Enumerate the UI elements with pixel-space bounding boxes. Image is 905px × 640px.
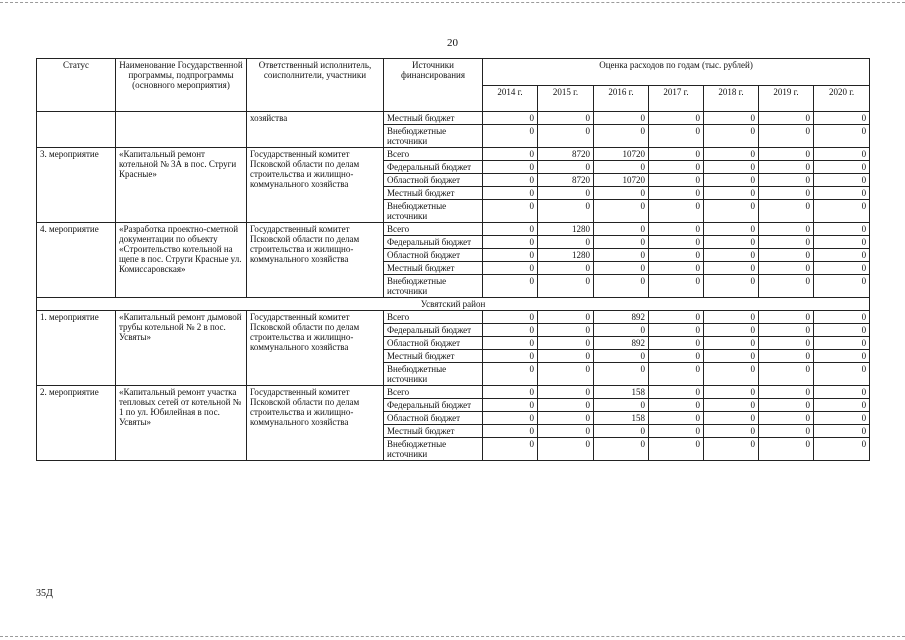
value-cell: 0: [594, 187, 649, 200]
value-cell: 0: [538, 438, 594, 461]
value-cell: 1280: [538, 223, 594, 236]
value-cell: 0: [814, 161, 870, 174]
value-cell: 0: [704, 399, 759, 412]
executor-cell: Государственный комитет Псковской области по делам строительства и жилищно-коммунального хозяйства: [247, 223, 384, 298]
status-cell: [37, 112, 116, 148]
value-cell: 0: [704, 350, 759, 363]
header-year: 2016 г.: [594, 85, 649, 112]
value-cell: 0: [594, 161, 649, 174]
value-cell: 0: [704, 425, 759, 438]
value-cell: 0: [814, 275, 870, 298]
value-cell: 0: [538, 337, 594, 350]
value-cell: 0: [814, 386, 870, 399]
value-cell: 0: [483, 236, 538, 249]
value-cell: 0: [814, 174, 870, 187]
value-cell: 0: [704, 236, 759, 249]
value-cell: 0: [649, 324, 704, 337]
value-cell: 0: [704, 324, 759, 337]
value-cell: 0: [814, 412, 870, 425]
value-cell: 0: [649, 200, 704, 223]
status-cell: 1. мероприятие: [37, 311, 116, 386]
value-cell: 0: [594, 399, 649, 412]
value-cell: 0: [814, 187, 870, 200]
value-cell: 0: [483, 350, 538, 363]
source-cell: Федеральный бюджет: [384, 236, 483, 249]
value-cell: 0: [814, 324, 870, 337]
source-cell: Областной бюджет: [384, 412, 483, 425]
value-cell: 0: [759, 148, 814, 161]
value-cell: 0: [814, 200, 870, 223]
region-label: Усвятский район: [37, 298, 870, 311]
value-cell: 0: [649, 350, 704, 363]
program-cell: «Капитальный ремонт дымовой трубы котельной № 2 в пос. Усвяты»: [116, 311, 247, 386]
value-cell: 0: [814, 311, 870, 324]
value-cell: 0: [759, 386, 814, 399]
value-cell: 0: [759, 249, 814, 262]
value-cell: 0: [704, 412, 759, 425]
executor-cell: Государственный комитет Псковской области по делам строительства и жилищно-коммунального хозяйства: [247, 148, 384, 223]
value-cell: 0: [483, 200, 538, 223]
value-cell: 0: [483, 125, 538, 148]
value-cell: 0: [594, 125, 649, 148]
value-cell: 0: [759, 187, 814, 200]
value-cell: 0: [649, 262, 704, 275]
value-cell: 0: [538, 161, 594, 174]
value-cell: 0: [538, 275, 594, 298]
value-cell: 0: [759, 311, 814, 324]
header-estimate: Оценка расходов по годам (тыс. рублей): [483, 59, 870, 86]
value-cell: 0: [538, 425, 594, 438]
source-cell: Внебюджетные источники: [384, 363, 483, 386]
status-cell: 4. мероприятие: [37, 223, 116, 298]
value-cell: 0: [538, 311, 594, 324]
value-cell: 0: [704, 249, 759, 262]
value-cell: 0: [594, 200, 649, 223]
value-cell: 0: [594, 275, 649, 298]
status-cell: 2. мероприятие: [37, 386, 116, 461]
source-cell: Всего: [384, 148, 483, 161]
status-cell: 3. мероприятие: [37, 148, 116, 223]
value-cell: 0: [759, 125, 814, 148]
value-cell: 0: [483, 275, 538, 298]
value-cell: 0: [704, 161, 759, 174]
source-cell: Местный бюджет: [384, 262, 483, 275]
program-cell: «Капитальный ремонт участка тепловых сетей от котельной № 1 по ул. Юбилейная в пос. Усвяты»: [116, 386, 247, 461]
value-cell: 0: [649, 438, 704, 461]
value-cell: 0: [649, 399, 704, 412]
value-cell: 0: [483, 438, 538, 461]
value-cell: 0: [649, 412, 704, 425]
value-cell: 0: [649, 174, 704, 187]
header-year: 2019 г.: [759, 85, 814, 112]
region-row: [37, 298, 870, 311]
value-cell: 0: [483, 386, 538, 399]
value-cell: 0: [704, 187, 759, 200]
footer-code: 35Д: [36, 588, 53, 599]
header-program: Наименование Государственной программы, подпрограммы (основного мероприятия): [116, 59, 247, 112]
value-cell: 892: [594, 311, 649, 324]
budget-table: [36, 58, 870, 461]
value-cell: 0: [649, 148, 704, 161]
value-cell: 0: [814, 236, 870, 249]
value-cell: 0: [483, 112, 538, 125]
value-cell: 0: [594, 223, 649, 236]
source-cell: Местный бюджет: [384, 187, 483, 200]
program-cell: [116, 112, 247, 148]
scan-edge-top: [0, 2, 905, 3]
table-row: [37, 386, 870, 399]
header-row: [37, 59, 870, 86]
value-cell: 0: [759, 236, 814, 249]
header-year: 2020 г.: [814, 85, 870, 112]
value-cell: 0: [649, 386, 704, 399]
source-cell: Всего: [384, 311, 483, 324]
value-cell: 0: [759, 174, 814, 187]
value-cell: 0: [538, 112, 594, 125]
value-cell: 0: [814, 262, 870, 275]
value-cell: 0: [649, 275, 704, 298]
value-cell: 0: [594, 350, 649, 363]
value-cell: 0: [814, 425, 870, 438]
source-cell: Всего: [384, 386, 483, 399]
value-cell: 0: [704, 438, 759, 461]
value-cell: 0: [649, 161, 704, 174]
value-cell: 0: [594, 236, 649, 249]
source-cell: Федеральный бюджет: [384, 399, 483, 412]
value-cell: 0: [759, 438, 814, 461]
value-cell: 0: [704, 223, 759, 236]
value-cell: 0: [483, 412, 538, 425]
value-cell: 0: [759, 262, 814, 275]
source-cell: Федеральный бюджет: [384, 161, 483, 174]
value-cell: 0: [704, 200, 759, 223]
value-cell: 0: [538, 412, 594, 425]
value-cell: 0: [483, 174, 538, 187]
source-cell: Областной бюджет: [384, 337, 483, 350]
source-cell: Местный бюджет: [384, 350, 483, 363]
value-cell: 0: [538, 386, 594, 399]
value-cell: 0: [594, 262, 649, 275]
value-cell: 0: [704, 125, 759, 148]
value-cell: 0: [649, 363, 704, 386]
value-cell: 0: [814, 399, 870, 412]
value-cell: 0: [759, 337, 814, 350]
value-cell: 0: [483, 363, 538, 386]
value-cell: 0: [759, 161, 814, 174]
source-cell: Внебюджетные источники: [384, 275, 483, 298]
header-year: 2014 г.: [483, 85, 538, 112]
value-cell: 0: [538, 236, 594, 249]
value-cell: 8720: [538, 148, 594, 161]
source-cell: Внебюджетные источники: [384, 438, 483, 461]
value-cell: 0: [483, 337, 538, 350]
value-cell: 10720: [594, 148, 649, 161]
executor-cell: Государственный комитет Псковской области по делам строительства и жилищно-коммунального хозяйства: [247, 386, 384, 461]
value-cell: 892: [594, 337, 649, 350]
value-cell: 0: [759, 425, 814, 438]
source-cell: Местный бюджет: [384, 112, 483, 125]
value-cell: 0: [649, 337, 704, 350]
value-cell: 0: [483, 249, 538, 262]
program-cell: «Разработка проектно-сметной документации по объекту «Строительство котельной на щепе в пос. Струги Красные ул. Комиссаровская»: [116, 223, 247, 298]
value-cell: 0: [649, 311, 704, 324]
value-cell: 0: [814, 350, 870, 363]
value-cell: 0: [483, 161, 538, 174]
value-cell: 0: [538, 399, 594, 412]
value-cell: 0: [704, 386, 759, 399]
value-cell: 0: [483, 324, 538, 337]
value-cell: 0: [649, 125, 704, 148]
value-cell: 0: [759, 350, 814, 363]
value-cell: 0: [814, 363, 870, 386]
value-cell: 0: [704, 311, 759, 324]
value-cell: 0: [649, 223, 704, 236]
value-cell: 0: [594, 438, 649, 461]
value-cell: 0: [538, 187, 594, 200]
value-cell: 1280: [538, 249, 594, 262]
program-cell: «Капитальный ремонт котельной № 3А в пос. Струги Красные»: [116, 148, 247, 223]
header-sources: Источники финансирования: [384, 59, 483, 112]
value-cell: 0: [814, 337, 870, 350]
header-year: 2018 г.: [704, 85, 759, 112]
source-cell: Областной бюджет: [384, 174, 483, 187]
value-cell: 0: [538, 324, 594, 337]
header-executor: Ответственный исполнитель, соисполнители, участники: [247, 59, 384, 112]
value-cell: 0: [483, 187, 538, 200]
value-cell: 0: [814, 125, 870, 148]
value-cell: 0: [594, 249, 649, 262]
value-cell: 0: [814, 223, 870, 236]
value-cell: 0: [759, 412, 814, 425]
value-cell: 0: [759, 112, 814, 125]
page-number: 20: [447, 37, 458, 49]
value-cell: 0: [649, 112, 704, 125]
header-year: 2017 г.: [649, 85, 704, 112]
value-cell: 0: [704, 174, 759, 187]
scan-edge-bottom: [0, 636, 905, 637]
value-cell: 0: [649, 425, 704, 438]
value-cell: 0: [704, 275, 759, 298]
source-cell: Областной бюджет: [384, 249, 483, 262]
table-row: [37, 223, 870, 236]
value-cell: 0: [814, 112, 870, 125]
value-cell: 0: [538, 350, 594, 363]
value-cell: 0: [759, 363, 814, 386]
source-cell: Внебюджетные источники: [384, 200, 483, 223]
value-cell: 0: [483, 311, 538, 324]
table-row: [37, 112, 870, 125]
value-cell: 0: [759, 399, 814, 412]
value-cell: 0: [594, 324, 649, 337]
source-cell: Всего: [384, 223, 483, 236]
executor-cell: хозяйства: [247, 112, 384, 148]
value-cell: 8720: [538, 174, 594, 187]
value-cell: 0: [759, 324, 814, 337]
value-cell: 0: [814, 438, 870, 461]
value-cell: 10720: [594, 174, 649, 187]
value-cell: 0: [538, 200, 594, 223]
value-cell: 0: [594, 425, 649, 438]
value-cell: 0: [483, 148, 538, 161]
value-cell: 0: [759, 223, 814, 236]
executor-cell: Государственный комитет Псковской области по делам строительства и жилищно-коммунального хозяйства: [247, 311, 384, 386]
value-cell: 0: [483, 262, 538, 275]
value-cell: 158: [594, 386, 649, 399]
value-cell: 0: [649, 236, 704, 249]
value-cell: 0: [649, 249, 704, 262]
value-cell: 0: [649, 187, 704, 200]
value-cell: 0: [814, 148, 870, 161]
value-cell: 0: [483, 399, 538, 412]
value-cell: 0: [759, 200, 814, 223]
header-year: 2015 г.: [538, 85, 594, 112]
source-cell: Местный бюджет: [384, 425, 483, 438]
table-body: [37, 112, 870, 461]
source-cell: Внебюджетные источники: [384, 125, 483, 148]
value-cell: 0: [814, 249, 870, 262]
header-status: Статус: [37, 59, 116, 112]
table-row: [37, 148, 870, 161]
value-cell: 0: [594, 112, 649, 125]
value-cell: 158: [594, 412, 649, 425]
value-cell: 0: [538, 262, 594, 275]
value-cell: 0: [759, 275, 814, 298]
value-cell: 0: [704, 112, 759, 125]
table-row: [37, 311, 870, 324]
value-cell: 0: [594, 363, 649, 386]
value-cell: 0: [483, 425, 538, 438]
value-cell: 0: [704, 337, 759, 350]
value-cell: 0: [483, 223, 538, 236]
source-cell: Федеральный бюджет: [384, 324, 483, 337]
value-cell: 0: [538, 363, 594, 386]
value-cell: 0: [538, 125, 594, 148]
value-cell: 0: [704, 262, 759, 275]
value-cell: 0: [704, 363, 759, 386]
value-cell: 0: [704, 148, 759, 161]
